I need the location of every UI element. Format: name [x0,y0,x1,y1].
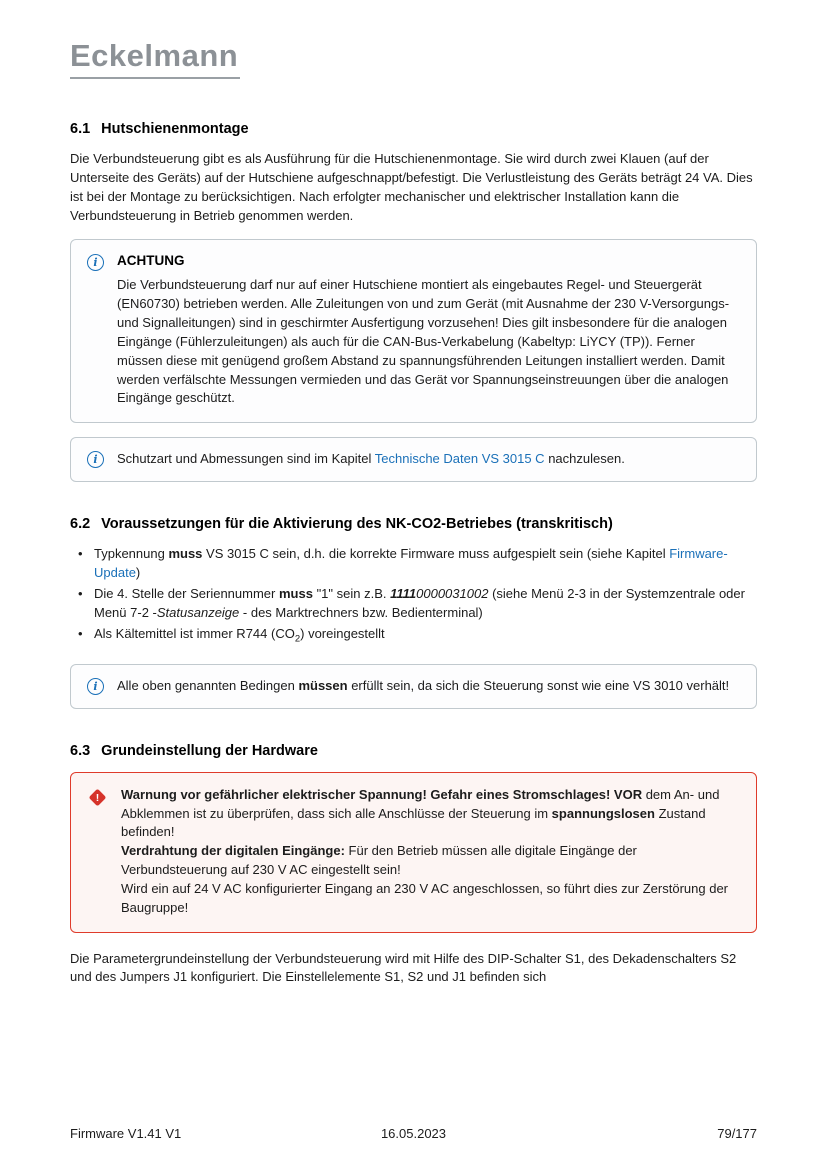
text-segment: Schutzart und Abmessungen sind im Kapitel [117,451,375,467]
section-6-3 [70,743,757,988]
warning-line-3 [121,880,740,918]
section-6-2-heading [70,516,757,532]
list-item-text [94,545,757,583]
bullet-icon: • [78,546,83,562]
note-box-conditions [70,664,757,709]
info-icon: i [87,254,104,271]
section-6-3-paragraph: Die Parametergrundeinstellung der Verbundsteuerung wird mit Hilfe des DIP-Schalter S1, des Dekadenschalters S2 und des Jumpers J1 konfiguriert. Die Einstellelemente S1, S2 und J1 befinden sich [70,950,737,985]
requirements-list [78,545,757,646]
text-segment: Typkennung [94,546,169,562]
logo-row [70,38,757,79]
text-segment: nachzulesen. [544,451,625,467]
subscript-2: 2 [294,633,301,645]
text-segment: Alle oben genannten Bedingen [117,677,299,693]
attention-box [70,239,757,423]
section-title: Hutschienenmontage [101,121,249,137]
text-segment: muss [278,585,313,601]
section-number: 6.1 [70,121,91,137]
link-technische-daten-vs3015c[interactable]: Technische Daten VS 3015 C [374,451,545,467]
section-title: Grundeinstellung der Hardware [101,742,318,759]
warning-box [70,772,757,933]
attention-body: Die Verbundsteuerung darf nur auf einer Hutschiene montiert als eingebautes Regel- und Steuergerät (EN60730) betrieben werden. Alle Zuleitungen von und zum Gerät (mit Ausnahme der 230 V-Versorgungs- und Signalleitungen) sind in geschirmter Ausfertigung vorzusehen! Dies gilt insbesondere für die analogen Eingänge (Fühlerzuleitungen) als auch für die CAN-Bus-Verkabelung (Kabeltyp: LiYCY (TP)). Ferner müssen diese mit genügend großem Abstand zu spannungsführenden Leitungen installiert werden. Damit werden verfälschte Messungen vermieden und das Gerät vor Spannungseinstreuungen über die analogen Eingänge geschützt. [117,277,730,406]
section-6-3-heading [70,743,757,759]
text-segment: Für den Betrieb müssen alle digitale Eingänge der Verbundsteuerung auf 230 V AC eingestellt sein! [121,843,637,878]
text-segment: ) [135,564,141,580]
bullet-icon: • [78,585,83,601]
text-segment: dem An- und Abklemmen ist zu überprüfen, dass sich alle Anschlüsse der Steuerung im [121,786,720,821]
attention-box-content [117,253,740,408]
footer-date: 16.05.2023 [380,1126,447,1141]
warning-line-1 [121,786,740,843]
list-item [78,545,757,583]
text-segment: 1111 [390,585,417,601]
svg-text:!: ! [95,791,100,804]
info-icon: i [87,451,104,468]
eckelmann-logo: Eckelmann [70,38,240,79]
link-firmware-update[interactable]: Firmware-Update [94,546,728,580]
list-item [78,625,757,646]
text-segment: (siehe Menü 2-3 in der Systemzentrale oder Menü 7-2 - [94,585,745,620]
note-box-datasheet [70,437,757,482]
text-segment: Wird ein auf 24 V AC konfigurierter Eingang an 230 V AC angeschlossen, so führt dies zur Zerstörung der Baugruppe! [121,880,729,915]
section-title: Voraussetzungen für die Aktivierung des NK-CO2-Betriebes (transkritisch) [101,516,613,533]
warning-box-content [121,786,740,918]
text-segment: Die 4. Stelle der Seriennummer [94,585,279,601]
text-segment: VS 3015 C sein, d.h. die korrekte Firmware muss aufgespielt sein (siehe Kapitel [202,546,670,562]
text-segment: - des Marktrechners bzw. Bedienterminal) [239,604,483,620]
bullet-icon: • [78,625,83,641]
text-segment: Statusanzeige [156,604,240,620]
section-6-1 [70,121,757,482]
text-segment: 0000031002 [416,585,489,601]
list-item-text [94,625,757,646]
warning-line-2 [121,842,740,880]
text-segment: spannungslosen [551,805,655,821]
footer-page-number: 79/177 [717,1126,757,1141]
list-item-text [94,585,757,623]
text-segment: Als Kältemittel ist immer R744 (CO [94,625,295,641]
text-segment: müssen [298,677,348,693]
attention-title: ACHTUNG [117,253,185,269]
text-segment: Verdrahtung der digitalen Eingänge: [121,843,345,859]
section-6-1-paragraph: Die Verbundsteuerung gibt es als Ausführung für die Hutschienenmontage. Sie wird durch zwei Klauen (auf der Unterseite des Geräts) auf der Hutschiene aufgeschnappt/befestigt. Die Verlustleistung des Geräts beträgt 24 VA. Dies ist bei der Montage zu berücksichtigen. Nach erfolgter mechanischer und elektrischer Installation kann die Verbundsteuerung in Betrieb genommen werden. [70,151,753,223]
text-segment: Warnung vor gefährlicher elektrischer Spannung! Gefahr eines Stromschlages! VOR [121,786,643,802]
text-segment: Zustand befinden! [121,805,706,840]
note-conditions-text [117,677,729,696]
section-6-2 [70,516,757,709]
section-number: 6.2 [70,516,91,533]
footer-firmware-version: Firmware V1.41 V1 [70,1126,182,1141]
list-item [78,585,757,623]
section-number: 6.3 [70,742,91,759]
text-segment: ) voreingestellt [300,625,385,641]
info-icon: i [87,678,104,695]
section-6-1-heading [70,121,757,137]
text-segment: erfüllt sein, da sich die Steuerung sonst wie eine VS 3010 verhält! [347,677,730,693]
text-segment: "1" sein z.B. [312,585,391,601]
warning-icon [87,787,108,808]
text-segment: muss [168,546,203,562]
note-datasheet-text [117,450,625,469]
page-footer [70,1126,757,1141]
